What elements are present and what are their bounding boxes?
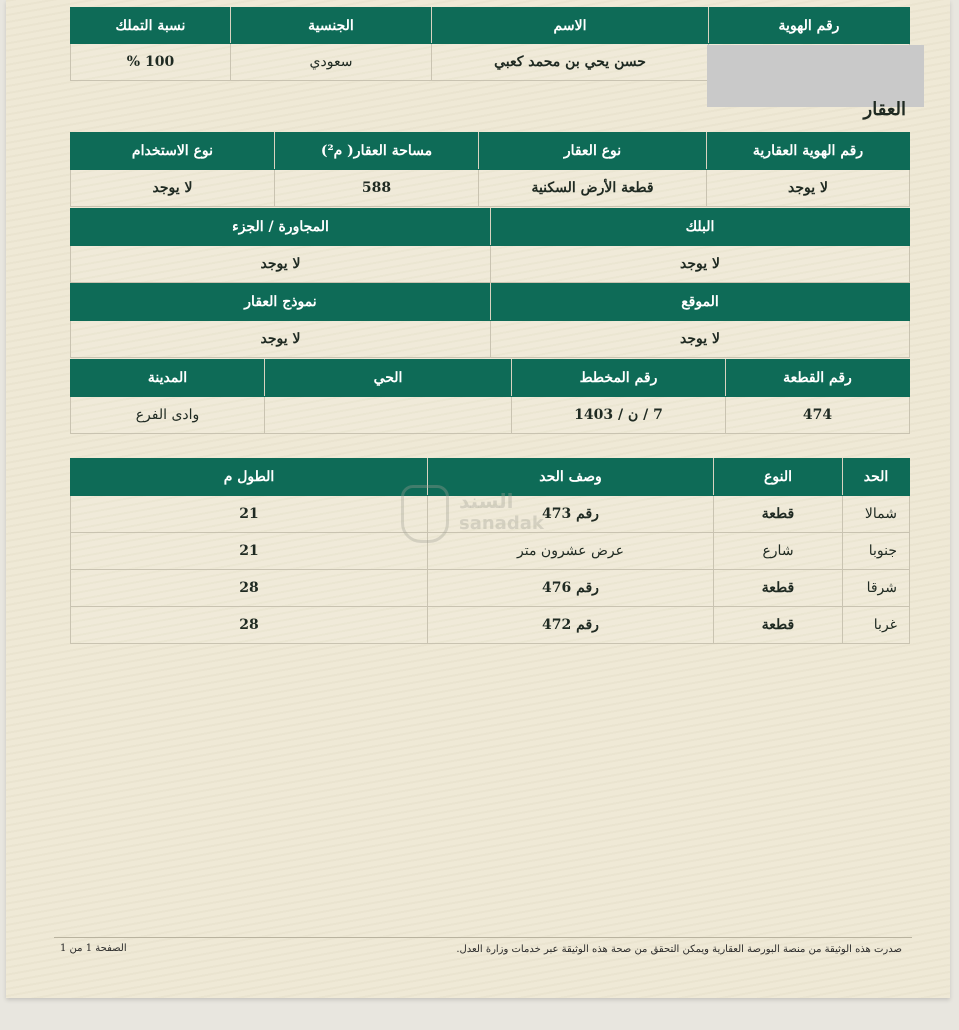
header-boundary-type: النوع <box>714 459 843 496</box>
watermark-ar: السند <box>459 489 514 513</box>
boundary-type: شارع <box>714 533 843 570</box>
watermark-en: sanadak <box>459 513 544 534</box>
header-id: رقم الهوية <box>709 8 910 44</box>
watermark-shield-icon <box>401 485 449 543</box>
owner-table-header <box>71 8 910 44</box>
footer-divider <box>54 937 912 938</box>
value-district <box>265 397 512 434</box>
document-page <box>6 0 950 998</box>
table-row <box>71 570 910 607</box>
boundary-description: عرض عشرون متر <box>428 533 714 570</box>
header-share: نسبة التملك <box>71 8 231 44</box>
header-nationality: الجنسية <box>231 8 432 44</box>
owner-share: 100 % <box>71 44 231 81</box>
value-usage-type: لا يوجد <box>71 170 275 207</box>
value-block: لا يوجد <box>491 246 910 283</box>
boundary-side: جنوبا <box>843 533 910 570</box>
boundaries-table <box>70 458 910 644</box>
page-number: الصفحة 1 من 1 <box>60 943 127 954</box>
value-plan-number: 7 / ن / 1403 <box>512 397 726 434</box>
boundary-type: قطعة <box>714 607 843 644</box>
property-table-3 <box>70 283 910 358</box>
header-plot-number: رقم القطعة <box>726 360 910 397</box>
value-property-id: لا يوجد <box>707 170 910 207</box>
value-plot-number: 474 <box>726 397 910 434</box>
value-city: وادى الفرع <box>71 397 265 434</box>
header-boundary-description: وصف الحد <box>428 459 714 496</box>
value-neighborhood-part: لا يوجد <box>71 246 491 283</box>
boundary-length: 28 <box>71 570 428 607</box>
boundary-description: رقم 472 <box>428 607 714 644</box>
header-property-model: نموذج العقار <box>71 284 491 321</box>
property-table-2 <box>70 208 910 283</box>
boundary-length: 21 <box>71 533 428 570</box>
section-title: العقار <box>863 99 906 120</box>
header-property-id: رقم الهوية العقارية <box>707 133 910 170</box>
header-city: المدينة <box>71 360 265 397</box>
boundary-description: رقم 476 <box>428 570 714 607</box>
header-plan-number: رقم المخطط <box>512 360 726 397</box>
header-district: الحي <box>265 360 512 397</box>
value-property-model: لا يوجد <box>71 321 491 358</box>
header-boundary-length: الطول م <box>71 459 428 496</box>
property-table-1 <box>70 132 910 207</box>
boundary-side: شمالا <box>843 496 910 533</box>
boundary-type: قطعة <box>714 496 843 533</box>
owner-name: حسن يحي بن محمد كعبي <box>432 44 709 81</box>
header-boundary: الحد <box>843 459 910 496</box>
boundary-side: شرقا <box>843 570 910 607</box>
header-neighborhood-part: المجاورة / الجزء <box>71 209 491 246</box>
boundary-side: غربا <box>843 607 910 644</box>
table-row <box>71 533 910 570</box>
boundary-description: رقم 473 <box>428 496 714 533</box>
value-property-type: قطعة الأرض السكنية <box>479 170 707 207</box>
value-property-area: 588 <box>275 170 479 207</box>
property-table-4 <box>70 359 910 434</box>
owner-nationality: سعودي <box>231 44 432 81</box>
footer-note: صدرت هذه الوثيقة من منصة البورصة العقارية ويمكن التحقق من صحة هذه الوثيقة عبر خدمات وزارة العدل. <box>456 944 902 955</box>
header-block: البلك <box>491 209 910 246</box>
header-location: الموقع <box>491 284 910 321</box>
header-usage-type: نوع الاستخدام <box>71 133 275 170</box>
boundary-length: 21 <box>71 496 428 533</box>
boundary-length: 28 <box>71 607 428 644</box>
value-location: لا يوجد <box>491 321 910 358</box>
header-property-type: نوع العقار <box>479 133 707 170</box>
redacted-id-block <box>707 45 924 107</box>
boundary-type: قطعة <box>714 570 843 607</box>
table-row <box>71 607 910 644</box>
header-property-area: مساحة العقار( م²) <box>275 133 479 170</box>
header-name: الاسم <box>432 8 709 44</box>
